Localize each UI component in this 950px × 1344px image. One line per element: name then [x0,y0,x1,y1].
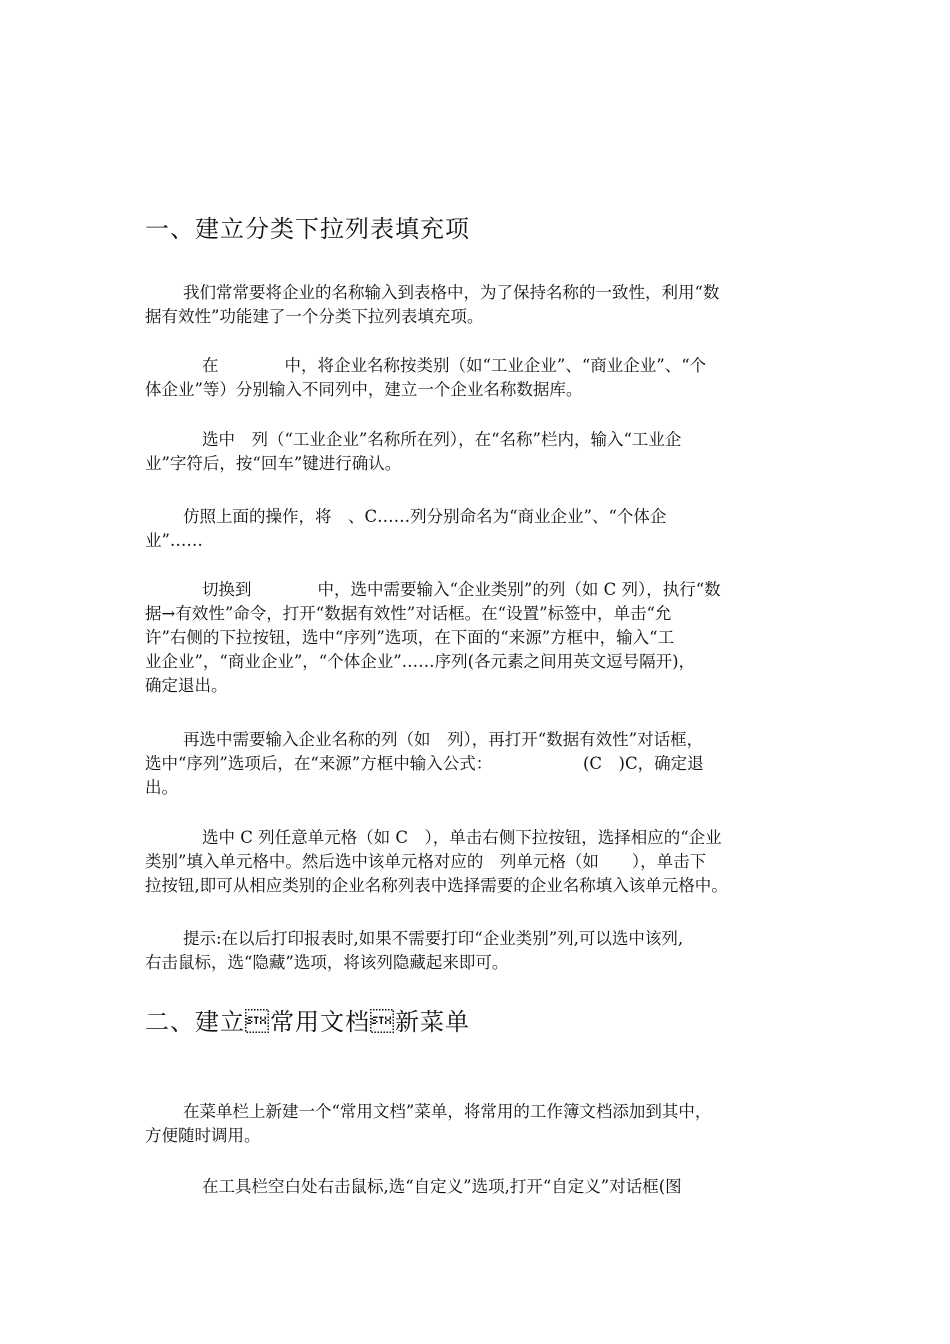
text-line: 许”右侧的下拉按钮，选中“序列”选项，在下面的“来源”方框中，输入“工 [145,628,675,647]
text-line: 方便随时调用。 [145,1126,261,1145]
section-1-paragraph-2 [145,354,817,402]
text-line: 选中 C 列任意单元格（如 C ），单击右侧下拉按钮，选择相应的“企业 [202,828,722,847]
text-line: 再选中需要输入企业名称的列（如 列），再打开“数据有效性”对话框， [183,730,704,749]
text-line: 据有效性”功能建了一个分类下拉列表填充项。 [145,307,484,326]
text-line: 选中“序列”选项后，在“来源”方框中输入公式： (C )C，确定退 [145,754,704,773]
text-line: 业企业”，“商业企业”，“个体企业”……序列(各元素之间用英文逗号隔开)， [145,652,696,671]
section-1-paragraph-4 [145,505,817,553]
text-line: 出。 [145,778,178,797]
text-line: 切换到 中，选中需要输入“企业类别”的列（如 C 列），执行“数 [202,580,721,599]
section-1-paragraph-5 [145,578,817,698]
section-2-paragraph-2 [145,1175,817,1199]
section-1-paragraph-7 [145,826,817,898]
section-1-paragraph-6 [145,728,817,800]
text-line: 在工具栏空白处右击鼠标,选“自定义”选项,打开“自定义”对话框(图 [202,1177,682,1196]
text-line: 在 中，将企业名称按类别（如“工业企业”、“商业企业”、“个 [202,356,707,375]
text-line: 业”字符后，按“回车”键进行确认。 [145,454,402,473]
text-line: 仿照上面的操作，将 、C……列分别命名为“商业企业”、“个体企 [183,507,667,526]
section-1-paragraph-1 [145,281,817,329]
text-line: 我们常常要将企业的名称输入到表格中，为了保持名称的一致性，利用“数 [183,283,720,302]
text-line: 体企业”等）分别输入不同列中，建立一个企业名称数据库。 [145,380,583,399]
text-line: 类别”填入单元格中。然后选中该单元格对应的 列单元格（如 ），单击下 [145,852,707,871]
text-line: 右击鼠标，选“隐藏”选项，将该列隐藏起来即可。 [145,953,509,972]
text-line: 拉按钮,即可从相应类别的企业名称列表中选择需要的企业名称填入该单元格中。 [145,876,728,895]
text-line: 业”…… [145,531,203,550]
text-line: 在菜单栏上新建一个“常用文档”菜单，将常用的工作簿文档添加到其中， [183,1102,712,1121]
section-2-heading: 二、建立常用文档新菜单 [145,1008,470,1036]
text-line: 确定退出。 [145,676,228,695]
text-line: 据→有效性”命令，打开“数据有效性”对话框。在“设置”标签中，单击“允 [145,604,672,623]
section-2-paragraph-1 [145,1100,817,1148]
text-line: 提示:在以后打印报表时,如果不需要打印“企业类别”列,可以选中该列, [183,929,684,948]
text-line: 选中 列（“工业企业”名称所在列），在“名称”栏内，输入“工业企 [202,430,682,449]
section-1-paragraph-8 [145,927,817,975]
section-1-heading: 一、建立分类下拉列表填充项 [145,215,470,243]
section-1-paragraph-3 [145,428,817,476]
